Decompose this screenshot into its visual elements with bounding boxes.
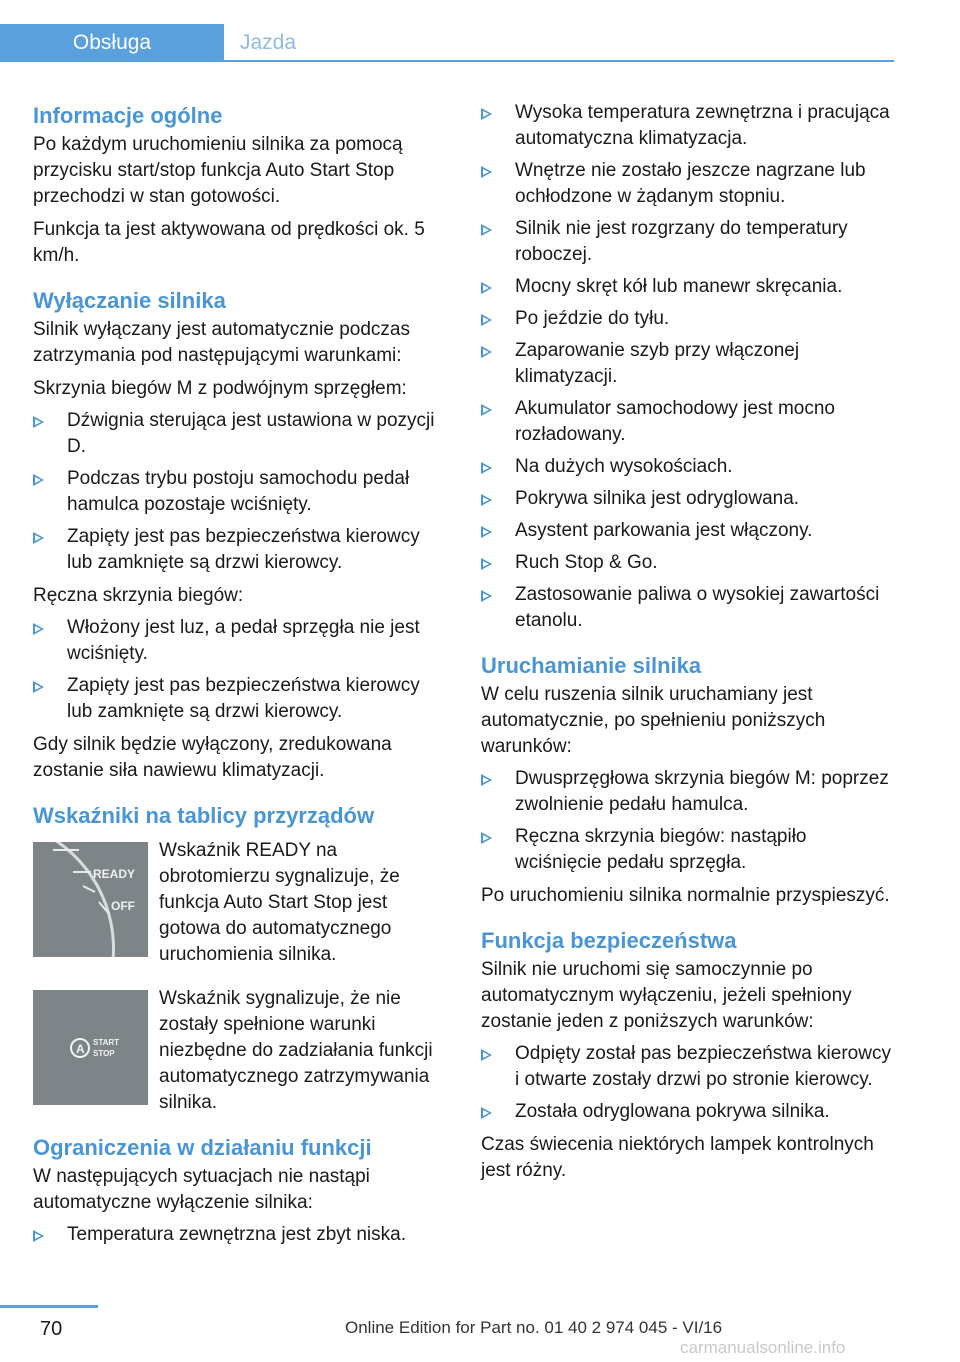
footer-rule [0,1305,98,1308]
list-item: Odpięty został pas bezpieczeństwa kierowcy i otwarte zostały drzwi po stronie kierowcy. [481,1041,896,1093]
paragraph: W celu ruszenia silnik uruchamiany jest automatycznie, po spełnieniu poniższych warunków: [481,684,826,757]
svg-text:A: A [76,1042,85,1056]
left-column [33,100,448,1248]
triangle-bullet-icon [481,462,492,474]
triangle-bullet-icon [481,494,492,506]
heading-general-info: Informacje ogólne [33,103,223,128]
list-limitations [33,1222,448,1248]
list-item: Na dużych wysokościach. [481,454,896,480]
triangle-bullet-icon [33,474,44,486]
triangle-bullet-icon [481,590,492,602]
section-tabbar [0,0,894,62]
triangle-bullet-icon [481,282,492,294]
list-item: Ruch Stop & Go. [481,550,896,576]
svg-text:OFF: OFF [111,899,135,913]
paragraph: Gdy silnik będzie wyłączony, zredukowana zostanie siła nawiewu klimatyzacji. [33,734,392,781]
triangle-bullet-icon [33,1230,44,1242]
list-item: Silnik nie jest rozgrzany do temperatury roboczej. [481,216,896,268]
svg-text:STOP: STOP [93,1049,115,1058]
list-item: Zapięty jest pas bezpieczeństwa kierowcy lub zamknięte są drzwi kierowcy. [33,524,448,576]
indicator-ready [33,838,448,968]
heading-engine-stop: Wyłączanie silnika [33,288,226,313]
list-dct-conditions [33,408,448,576]
paragraph: Czas świecenia niektórych lampek kontrolnych jest różny. [481,1134,874,1181]
list-item: Akumulator samochodowy jest mocno rozładowany. [481,396,896,448]
list-item: Asystent parkowania jest włączony. [481,518,896,544]
tab-jazda[interactable]: Jazda [240,31,297,54]
heading-engine-start: Uruchamianie silnika [481,653,702,678]
paragraph: Funkcja ta jest aktywowana od prędkości ok. 5 km/h. [33,219,425,266]
triangle-bullet-icon [481,1049,492,1061]
watermark: carmanualsonline.info [680,1338,846,1357]
indicator-auto-start-stop [33,986,448,1116]
svg-text:START: START [93,1038,120,1047]
triangle-bullet-icon [481,558,492,570]
list-item: Włożony jest luz, a pedał sprzęgła nie jest wciśnięty. [33,615,448,667]
paragraph: W następujących sytuacjach nie nastąpi automatyczne wyłączenie silnika: [33,1166,370,1213]
triangle-bullet-icon [481,166,492,178]
list-safety-conditions [481,1041,896,1125]
paragraph: Po uruchomieniu silnika normalnie przyspieszyć. [481,885,890,906]
paragraph: Ręczna skrzynia biegów: [33,585,244,606]
paragraph: Skrzynia biegów M z podwójnym sprzęgłem: [33,378,407,399]
triangle-bullet-icon [33,416,44,428]
heading-indicators: Wskaźniki na tablicy przyrządów [33,803,375,828]
list-manual-conditions [33,615,448,725]
triangle-bullet-icon [481,404,492,416]
list-item: Dźwignia sterująca jest ustawiona w pozycji D. [33,408,448,460]
list-item: Podczas trybu postoju samochodu pedał hamulca pozostaje wciśnięty. [33,466,448,518]
list-item: Po jeździe do tyłu. [481,306,896,332]
heading-limitations: Ograniczenia w działaniu funkcji [33,1135,372,1160]
list-item: Dwusprzęgłowa skrzynia biegów M: poprzez zwolnienie pedału hamulca. [481,766,896,818]
list-start-conditions [481,766,896,876]
list-item: Zapięty jest pas bezpieczeństwa kierowcy lub zamknięte są drzwi kierowcy. [33,673,448,725]
paragraph: Po każdym uruchomieniu silnika za pomocą przycisku start/stop funkcja Auto Start Stop przechodzi w stan gotowości. [33,134,403,207]
triangle-bullet-icon [33,532,44,544]
edition-note: Online Edition for Part no. 01 40 2 974 045 - VI/16 [345,1318,723,1337]
triangle-bullet-icon [481,314,492,326]
triangle-bullet-icon [33,681,44,693]
triangle-bullet-icon [481,346,492,358]
triangle-bullet-icon [481,224,492,236]
triangle-bullet-icon [481,832,492,844]
indicator-description: Wskaźnik READY na obrotomierzu sygnalizuje, że funkcja Auto Start Stop jest gotowa do automatycznego uruchomienia silnika. [159,840,400,965]
heading-safety-function: Funkcja bezpieczeństwa [481,928,737,953]
triangle-bullet-icon [481,526,492,538]
list-item: Zaparowanie szyb przy włączonej klimatyzacji. [481,338,896,390]
list-item: Pokrywa silnika jest odryglowana. [481,486,896,512]
paragraph: Silnik nie uruchomi się samoczynnie po automatycznym wyłączeniu, jeżeli spełniony zostanie jeden z poniższych warunków: [481,959,852,1032]
triangle-bullet-icon [33,623,44,635]
auto-start-stop-warning-image [33,990,148,1105]
list-item: Wysoka temperatura zewnętrzna i pracująca automatyczna klimatyzacja. [481,100,896,152]
right-column [481,100,896,1184]
svg-text:READY: READY [93,867,136,881]
tab-obsluga[interactable]: Obsługa [0,24,224,62]
list-item: Została odryglowana pokrywa silnika. [481,1099,896,1125]
tachometer-ready-image [33,842,148,957]
paragraph: Silnik wyłączany jest automatycznie podczas zatrzymania pod następującymi warunkami: [33,319,411,366]
list-item: Mocny skręt kół lub manewr skręcania. [481,274,896,300]
triangle-bullet-icon [481,1107,492,1119]
list-item: Temperatura zewnętrzna jest zbyt niska. [33,1222,448,1248]
list-item: Wnętrze nie zostało jeszcze nagrzane lub ochłodzone w żądanym stopniu. [481,158,896,210]
indicator-description: Wskaźnik sygnalizuje, że nie zostały spełnione warunki niezbędne do zadziałania funkcji automatycznego zatrzymywania silnika. [159,988,433,1113]
page-number: 70 [40,1318,63,1340]
list-item: Ręczna skrzynia biegów: nastąpiło wciśnięcie pedału sprzęgła. [481,824,896,876]
triangle-bullet-icon [481,774,492,786]
list-item: Zastosowanie paliwa o wysokiej zawartości etanolu. [481,582,896,634]
list-limitations-continued [481,100,896,634]
triangle-bullet-icon [481,108,492,120]
